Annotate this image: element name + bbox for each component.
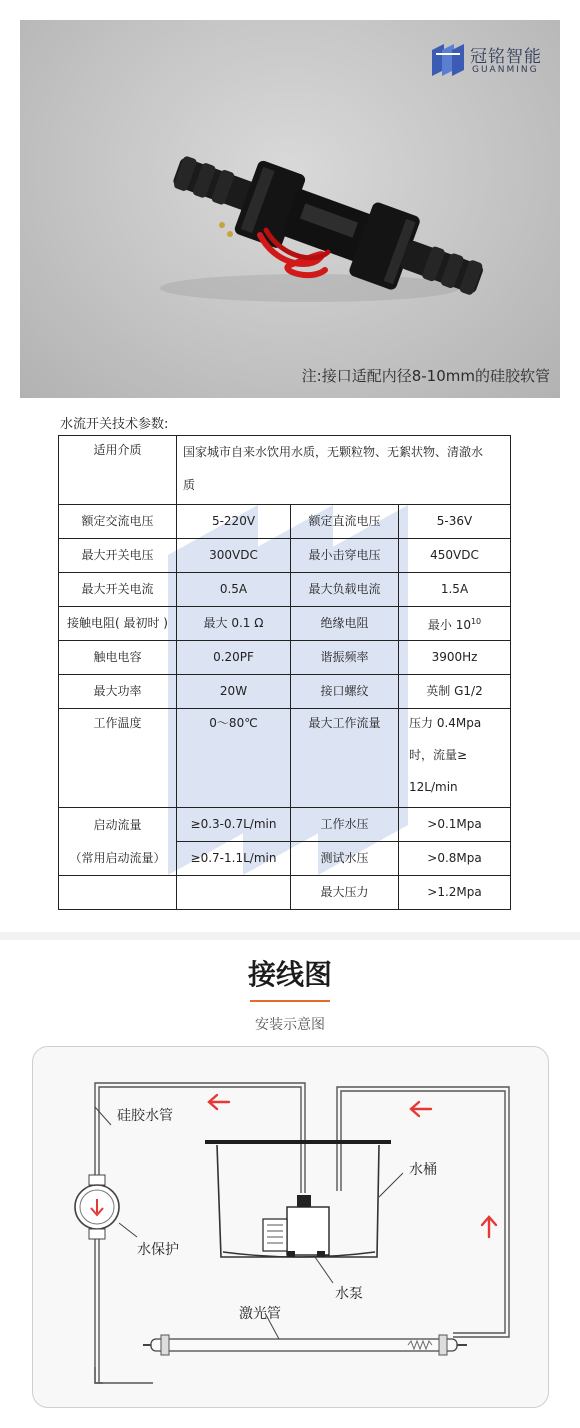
param-label: 测试水压 — [291, 842, 399, 876]
brand-logo — [428, 40, 548, 80]
pump-icon — [263, 1195, 329, 1257]
bucket-leader — [379, 1173, 403, 1197]
param-value: >0.8Mpa — [399, 842, 511, 876]
empty-cell — [59, 876, 177, 910]
hose-right-inner — [341, 1091, 505, 1333]
param-label: 最大功率 — [59, 675, 177, 709]
start-flow-value: ≥0.3-0.7L/min — [177, 808, 291, 842]
wiring-title: 接线图 — [247, 958, 332, 991]
param-value: 1.5A — [399, 573, 511, 607]
param-label: 额定交流电压 — [59, 505, 177, 539]
param-value: 5-220V — [177, 505, 291, 539]
wiring-subtitle: 安装示意图 — [255, 1017, 325, 1033]
arrow-left-icon — [411, 1102, 431, 1116]
param-value — [399, 607, 511, 641]
param-value: 300VDC — [177, 539, 291, 573]
flow-label: 最大工作流量 — [291, 709, 399, 808]
medium-value — [177, 436, 511, 505]
flow-line-1: 压力 0.4Mpa — [409, 716, 482, 730]
param-value: 最大 0.1 Ω — [177, 607, 291, 641]
param-label: 最大开关电压 — [59, 539, 177, 573]
brand-name-cn: 冠铭智能 — [470, 47, 542, 67]
start-flow-label-2: （常用启动流量） — [69, 850, 166, 865]
arrow-up-icon — [482, 1217, 496, 1237]
label-laser-tube: 激光管 — [239, 1306, 281, 1322]
table-row — [59, 641, 511, 675]
param-label: 绝缘电阻 — [291, 607, 399, 641]
label-bucket: 水桶 — [409, 1162, 437, 1178]
param-label: 额定直流电压 — [291, 505, 399, 539]
temp-value: 0～80℃ — [177, 709, 291, 808]
table-row — [59, 573, 511, 607]
medium-line-2: 质 — [183, 478, 196, 492]
brand-name-en: GUANMING — [472, 65, 539, 75]
param-value: 0.5A — [177, 573, 291, 607]
param-label: 最大压力 — [291, 876, 399, 910]
label-hose: 硅胶水管 — [117, 1108, 173, 1124]
hose-leader — [95, 1107, 111, 1125]
hose-bottom — [95, 1367, 153, 1383]
param-value: 0.20PF — [177, 641, 291, 675]
laser-tube-icon — [143, 1335, 467, 1355]
section-divider — [0, 932, 580, 940]
param-value: 3900Hz — [399, 641, 511, 675]
water-protector-icon — [75, 1175, 119, 1239]
table-row — [59, 876, 511, 910]
param-label: 最大开关电流 — [59, 573, 177, 607]
guanming-logo-icon — [428, 40, 466, 78]
medium-line-1: 国家城市自来水饮用水质，无颗粒物、无絮状物、清澈水 — [183, 445, 484, 459]
table-row — [59, 607, 511, 641]
flow-line-2: 时，流量≥ — [409, 748, 468, 762]
start-flow-label-1: 启动流量 — [93, 817, 142, 832]
insulation-exponent: 10 — [470, 617, 482, 626]
label-protector: 水保护 — [137, 1242, 179, 1258]
table-row — [59, 675, 511, 709]
start-flow-label — [59, 808, 177, 876]
param-label: 最小击穿电压 — [291, 539, 399, 573]
medium-label: 适用介质 — [59, 436, 177, 505]
arrow-left-icon — [209, 1095, 229, 1109]
param-label: 谐振频率 — [291, 641, 399, 675]
tech-param-table — [58, 435, 511, 910]
flow-value — [399, 709, 511, 808]
flow-line-3: 12L/min — [409, 780, 458, 794]
param-value: >1.2Mpa — [399, 876, 511, 910]
param-value: 5-36V — [399, 505, 511, 539]
wiring-diagram-svg — [33, 1047, 548, 1407]
table-row — [59, 436, 511, 505]
protector-leader — [119, 1223, 137, 1237]
param-value: >0.1Mpa — [399, 808, 511, 842]
param-value: 20W — [177, 675, 291, 709]
temp-label: 工作温度 — [59, 709, 177, 808]
flow-arrows — [209, 1095, 496, 1237]
table-row — [59, 505, 511, 539]
title-underline — [250, 1000, 330, 1002]
table-row — [59, 808, 511, 842]
param-value: 450VDC — [399, 539, 511, 573]
empty-cell — [177, 876, 291, 910]
table-caption: 水流开关技术参数: — [60, 417, 169, 432]
param-label: 接口螺纹 — [291, 675, 399, 709]
table-row — [59, 709, 511, 808]
start-flow-value: ≥0.7-1.1L/min — [177, 842, 291, 876]
photo-note: 注:接口适配内径8-10mm的硅胶软管 — [301, 367, 550, 385]
param-label: 触电电容 — [59, 641, 177, 675]
insulation-value: 最小 10 — [427, 618, 471, 632]
param-table-wrap — [58, 435, 510, 910]
pump-leader — [315, 1257, 333, 1283]
table-row — [59, 539, 511, 573]
param-label: 最大负载电流 — [291, 573, 399, 607]
param-value: 英制 G1/2 — [399, 675, 511, 709]
param-label: 工作水压 — [291, 808, 399, 842]
label-pump: 水泵 — [335, 1286, 363, 1302]
installation-diagram — [32, 1046, 549, 1408]
param-label: 接触电阻( 最初时 ) — [59, 607, 177, 641]
product-photo — [20, 20, 560, 398]
